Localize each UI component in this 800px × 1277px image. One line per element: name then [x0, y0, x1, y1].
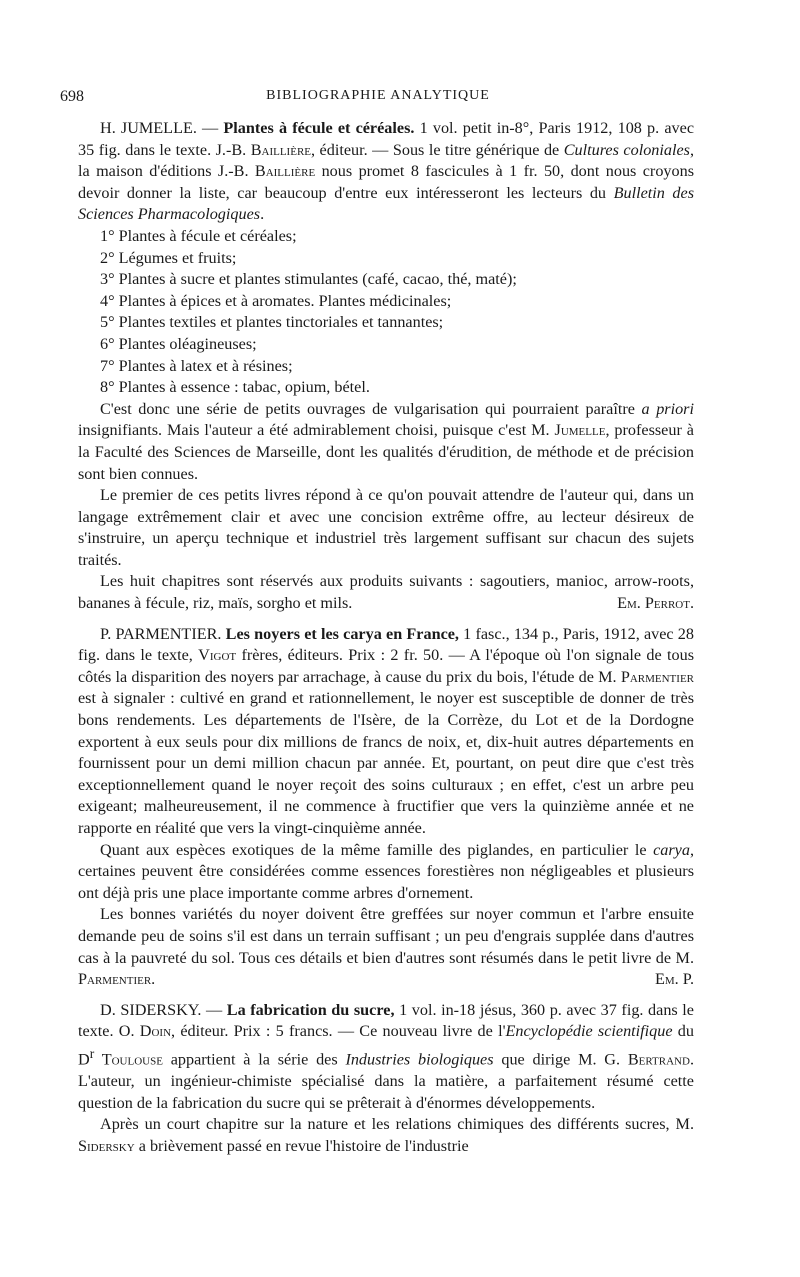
- entry-author: D. SIDERSKY.: [100, 1000, 202, 1019]
- list-item: 3° Plantes à sucre et plantes stimulantes (café, cacao, thé, maté);: [100, 270, 517, 289]
- review-parmentier: [78, 624, 694, 991]
- reviewer-signature: Em. Perrot.: [617, 594, 694, 613]
- entry-citation: P. PARMENTIER. Les noyers et les carya en France, 1 fasc., 134 p., Paris, 1912, avec 28 fig. dans le texte, Vigot frères, éditeurs. Prix : 2 fr. 50. — A l'époque où l'on signale de tous côtés la disparition des noyers par arrachage, à cause du prix du bois, l'étude de M. Parmentier est à signaler : cultivé en grand et rationnellement, le noyer est susceptible de donner de très bons rendements. Les départements de l'Isère, de la Corrèze, du Lot et de la Dordogne exportent à eux seuls pour dix millions de francs de noix, et, dix-huit autres départements en fournissent pour un demi million chacun par année. Et, pourtant, on peut dire que c'est très exceptionnellement quand le noyer reçoit des soins culturaux ; en effet, c'est un arbre peu exigeant; malheureusement, il ne commence à fructifier que vers la quinzième année et ne rapporte en réalité que vers la vingt-cinquième année.: [78, 624, 694, 837]
- entry-citation: D. SIDERSKY. — La fabrication du sucre, 1 vol. in-18 jésus, 360 p. avec 37 fig. dans le texte. O. Doin, éditeur. Prix : 5 francs. — Ce nouveau livre de l'Encyclopédie scientifique du $D^r$ Toulouse appartient à la série des Industries biologiques que dirige M. G. Bertrand. L'auteur, un ingénieur-chimiste spécialisé dans la matière, a parfaitement résumé cette question de la fabrication du sucre qui se prêterait à d'énormes développements.: [78, 1000, 694, 1112]
- paragraph: Les huit chapitres sont réservés aux produits suivants : sagoutiers, manioc, arrow-roots, bananes à fécule, riz, maïs, sorgho et mils. Em. Perrot.: [78, 571, 694, 614]
- entry-author: P. PARMENTIER.: [100, 624, 222, 643]
- entry-author: H. JUMELLE.: [100, 119, 197, 137]
- list-item: 2° Légumes et fruits;: [100, 248, 237, 267]
- page-body: [78, 118, 694, 1157]
- page-number: 698: [60, 88, 84, 105]
- list-item: 8° Plantes à essence : tabac, opium, bétel.: [100, 378, 370, 397]
- review-jumelle: [78, 118, 694, 615]
- list-item: 6° Plantes oléagineuses;: [100, 334, 257, 353]
- paragraph: C'est donc une série de petits ouvrages de vulgarisation qui pourraient paraître a priori insignifiants. Mais l'auteur a été admirablement choisi, puisque c'est M. Jumelle, professeur à la Faculté des Sciences de Marseille, dont les qualités d'érudition, de méthode et de précision sont bien connues.: [78, 399, 694, 483]
- list-item: 5° Plantes textiles et plantes tinctoriales et tannantes;: [100, 313, 444, 332]
- fascicule-list: [78, 226, 694, 399]
- entry-citation: H. JUMELLE. — Plantes à fécule et céréales. 1 vol. petit in-8°, Paris 1912, 108 p. avec 35 fig. dans le texte. J.-B. Baillière, éditeur. — Sous le titre générique de Cultures coloniales, la maison d'éditions J.-B. Baillière nous promet 8 fascicules à 1 fr. 50, dont nous croyons devoir donner la liste, car beaucoup d'entre eux intéresseront les lecteurs du Bulletin des Sciences Pharmacologiques.: [78, 119, 695, 224]
- list-item: 4° Plantes à épices et à aromates. Plantes médicinales;: [100, 291, 452, 310]
- paragraph: Le premier de ces petits livres répond à ce qu'on pouvait attendre de l'auteur qui, dans un langage extrêmement clair et avec une concision extrême offre, au lecteur désireux de s'instruire, un aperçu technique et industriel très largement suffisant sur chacun des sujets traités.: [78, 486, 694, 569]
- paragraph: Après un court chapitre sur la nature et les relations chimiques des différents sucres, M. Sidersky a brièvement passé en revue l'histoire de l'industrie: [78, 1115, 694, 1155]
- review-sidersky: [78, 1000, 694, 1158]
- entry-title: Plantes à fécule et céréales.: [223, 119, 415, 137]
- paragraph: Quant aux espèces exotiques de la même famille des piglandes, en particulier le carya, certaines peuvent être considérées comme essences forestières non négligeables et plusieurs ont déjà pris une place importante comme arbres d'ornement.: [78, 840, 694, 902]
- reviewer-signature: Em. P.: [654, 970, 694, 989]
- page-header: [60, 88, 696, 112]
- entry-title: Les noyers et les carya en France,: [221, 624, 459, 643]
- list-item: 1° Plantes à fécule et céréales;: [100, 226, 297, 245]
- running-title: BIBLIOGRAPHIE ANALYTIQUE: [266, 88, 490, 103]
- list-item: 7° Plantes à latex et à résines;: [100, 356, 293, 375]
- paragraph: Les bonnes variétés du noyer doivent être greffées sur noyer commun et l'arbre ensuite demande peu de soins s'il est dans un terrain suffisant ; un peu d'engrais supplée dans d'autres cas à la pauvreté du sol. Tous ces détails et bien d'autres sont résumés dans le petit livre de M. Parmentier. Em. P.: [78, 904, 694, 990]
- entry-title: La fabrication du sucre,: [226, 1000, 395, 1019]
